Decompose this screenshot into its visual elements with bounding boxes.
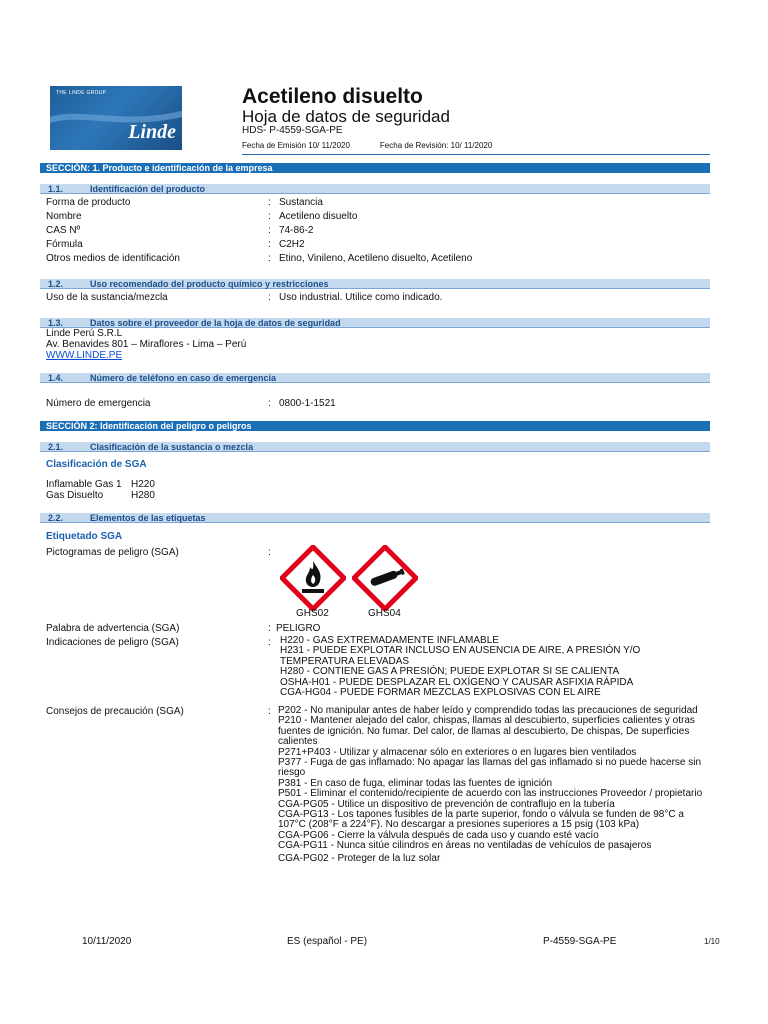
flame-icon: [280, 545, 346, 611]
hazard-statements: [280, 636, 705, 698]
precaution-statement: P202 - No manipular antes de haber leído y comprendido todas las precauciones de seguridad: [278, 705, 698, 716]
row-label: Fórmula: [46, 239, 83, 250]
row-label: Indicaciones de peligro (SGA): [46, 637, 179, 648]
row-colon: :: [268, 292, 271, 303]
row-label: Uso de la sustancia/mezcla: [46, 292, 168, 303]
subsection-title: Identificación del producto: [90, 184, 206, 194]
subsection-number: 1.2.: [48, 279, 64, 289]
precaution-statement: P381 - En caso de fuga, eliminar todas las fuentes de ignición: [278, 777, 553, 789]
subsection-number: 1.1.: [48, 184, 64, 194]
row-colon: :: [268, 225, 271, 236]
row-value: PELIGRO: [276, 623, 321, 634]
row-value: Uso industrial. Utilice como indicado.: [279, 292, 443, 303]
precaution-statement: P377 - Fuga de gas inflamado: No apagar las llamas del gas inflamado si no puede hacerse sin riesgo: [278, 757, 702, 779]
document-subtitle: Hoja de datos de seguridad: [242, 107, 450, 126]
hazard-statement: H280 - CONTIENE GAS A PRESIÓN; PUEDE EXPLOTAR SI SE CALIENTA: [280, 666, 620, 678]
document-number: HDS- P-4559-SGA-PE: [242, 125, 343, 136]
logo-brand-text: Linde: [128, 121, 176, 143]
row-colon: :: [268, 211, 271, 222]
row-colon: :: [268, 547, 271, 558]
revision-date: Fecha de Revisión: 10/ 11/2020: [379, 141, 493, 150]
subsection-title: Uso recomendado del producto químico y restricciones: [90, 279, 329, 289]
precaution-statement: CGA-PG13 - Los tapones fusibles de la parte superior, fondo o válvula se funden de 98°C a 107°C (208°F a 224°F). No descargar a presiones superiores a 15 psig (103 kPa): [278, 809, 684, 831]
supplier-website-link[interactable]: WWW.LINDE.PE: [46, 350, 123, 361]
subsection-2-2-bar: [40, 513, 710, 523]
subsection-number: 1.4.: [48, 373, 64, 383]
subsection-1-2-bar: [40, 279, 710, 289]
issue-date: Fecha de Emisión 10/ 11/2020: [242, 141, 350, 150]
precaution-statement: CGA-PG06 - Cierre la válvula después de cada uso y cuando esté vacío: [278, 829, 599, 841]
row-label: Pictogramas de peligro (SGA): [46, 547, 179, 558]
precaution-statement: P501 - Eliminar el contenido/recipiente de acuerdo con las instrucciones Proveedor / propietario: [278, 788, 703, 800]
row-value: Etino, Vinileno, Acetileno disuelto, Acetileno: [279, 253, 473, 264]
header-divider: [242, 154, 710, 155]
hazard-statement: CGA-HG04 - PUEDE FORMAR MEZCLAS EXPLOSIVAS CON EL AIRE: [280, 687, 601, 699]
subsection-number: 1.3.: [48, 318, 64, 328]
row-label: CAS Nº: [46, 225, 81, 236]
row-value: 0800-1-1521: [279, 398, 336, 409]
row-colon: :: [268, 398, 271, 409]
subsection-number: 2.1.: [48, 442, 64, 452]
classification-code: H280: [131, 490, 155, 501]
row-colon: :: [268, 623, 271, 634]
row-value: Sustancia: [279, 197, 323, 208]
subsection-title: Clasificación de la sustancia o mezcla: [90, 442, 254, 452]
linde-logo: [50, 86, 182, 150]
subsection-1-4-bar: [40, 373, 710, 383]
hazard-statement: H220 - GAS EXTREMADAMENTE INFLAMABLE: [280, 635, 499, 646]
footer-document-code: P-4559-SGA-PE: [543, 936, 617, 947]
pictogram-code: GHS04: [368, 608, 401, 619]
row-value: Acetileno disuelto: [279, 211, 358, 222]
document-dates: [242, 141, 492, 150]
classification-item: [46, 490, 155, 501]
subsection-2-1-bar: [40, 442, 710, 452]
section-2-bar: SECCIÓN 2: Identificación del peligro o peligros: [40, 421, 710, 431]
row-label: Número de emergencia: [46, 398, 151, 409]
document-title: Acetileno disuelto: [242, 85, 423, 108]
footer-date: 10/11/2020: [82, 936, 132, 947]
footer-page-number: 1/10: [704, 937, 720, 946]
precaution-statement: P210 - Mantener alejado del calor, chispas, llamas al descubierto, superficies calientes y otras fuentes de ignición. No fumar. Del calor, de llamas al descubierto, De chispas, De superficies calientes: [278, 715, 695, 748]
classification-item: [46, 479, 155, 490]
row-value: C2H2: [279, 239, 305, 250]
row-colon: :: [268, 706, 271, 717]
row-label: Nombre: [46, 211, 82, 222]
row-label: Forma de producto: [46, 197, 131, 208]
row-label: Palabra de advertencia (SGA): [46, 623, 180, 634]
subsection-number: 2.2.: [48, 513, 64, 523]
precautionary-statements: [278, 706, 703, 864]
hazard-statement: H231 - PUEDE EXPLOTAR INCLUSO EN AUSENCIA DE AIRE, A PRESIÓN Y/O TEMPERATURA ELEVADAS: [280, 645, 641, 667]
precaution-statement: P271+P403 - Utilizar y almacenar sólo en exteriores o en lugares bien ventilados: [278, 746, 637, 758]
classification-name: Inflamable Gas 1: [46, 479, 122, 490]
logo-group-text: THE LINDE GROUP: [56, 90, 107, 96]
subsection-1-1-bar: [40, 184, 710, 194]
row-colon: :: [268, 239, 271, 250]
subsection-title: Datos sobre el proveedor de la hoja de datos de seguridad: [90, 318, 341, 328]
subsection-title: Número de teléfono en caso de emergencia: [90, 373, 277, 383]
subsection-title: Elementos de las etiquetas: [90, 513, 206, 523]
row-label: Consejos de precaución (SGA): [46, 706, 184, 717]
row-value: 74-86-2: [279, 225, 314, 236]
row-colon: :: [268, 637, 271, 648]
hazard-statement: OSHA-H01 - PUEDE DESPLAZAR EL OXÍGENO Y CAUSAR ASFIXIA RÁPIDA: [280, 676, 634, 688]
supplier-address: Av. Benavides 801 – Miraflores - Lima – Perú: [46, 339, 247, 350]
precaution-statement: CGA-PG11 - Nunca sitúe cilindros en áreas no ventiladas de vehículos de pasajeros: [278, 840, 652, 852]
row-label: Otros medios de identificación: [46, 253, 180, 264]
subsection-1-3-bar: [40, 318, 710, 328]
footer-language: ES (español - PE): [287, 936, 368, 947]
row-colon: :: [268, 253, 271, 264]
classification-code: H220: [131, 479, 155, 490]
ghs-classification-heading: Clasificación de SGA: [46, 459, 147, 470]
precaution-statement: CGA-PG02 - Proteger de la luz solar: [278, 852, 441, 864]
ghs-labeling-heading: Etiquetado SGA: [46, 531, 123, 542]
row-colon: :: [268, 197, 271, 208]
section-1-bar: SECCIÓN: 1. Producto e identificación de la empresa: [40, 163, 710, 173]
precaution-statement: CGA-PG05 - Utilice un dispositivo de prevención de contraflujo en la tubería: [278, 798, 615, 810]
classification-name: Gas Disuelto: [46, 490, 104, 501]
gas-cylinder-icon: [352, 545, 418, 611]
supplier-company: Linde Perú S.R.L: [46, 328, 123, 339]
pictogram-code: GHS02: [296, 608, 329, 619]
